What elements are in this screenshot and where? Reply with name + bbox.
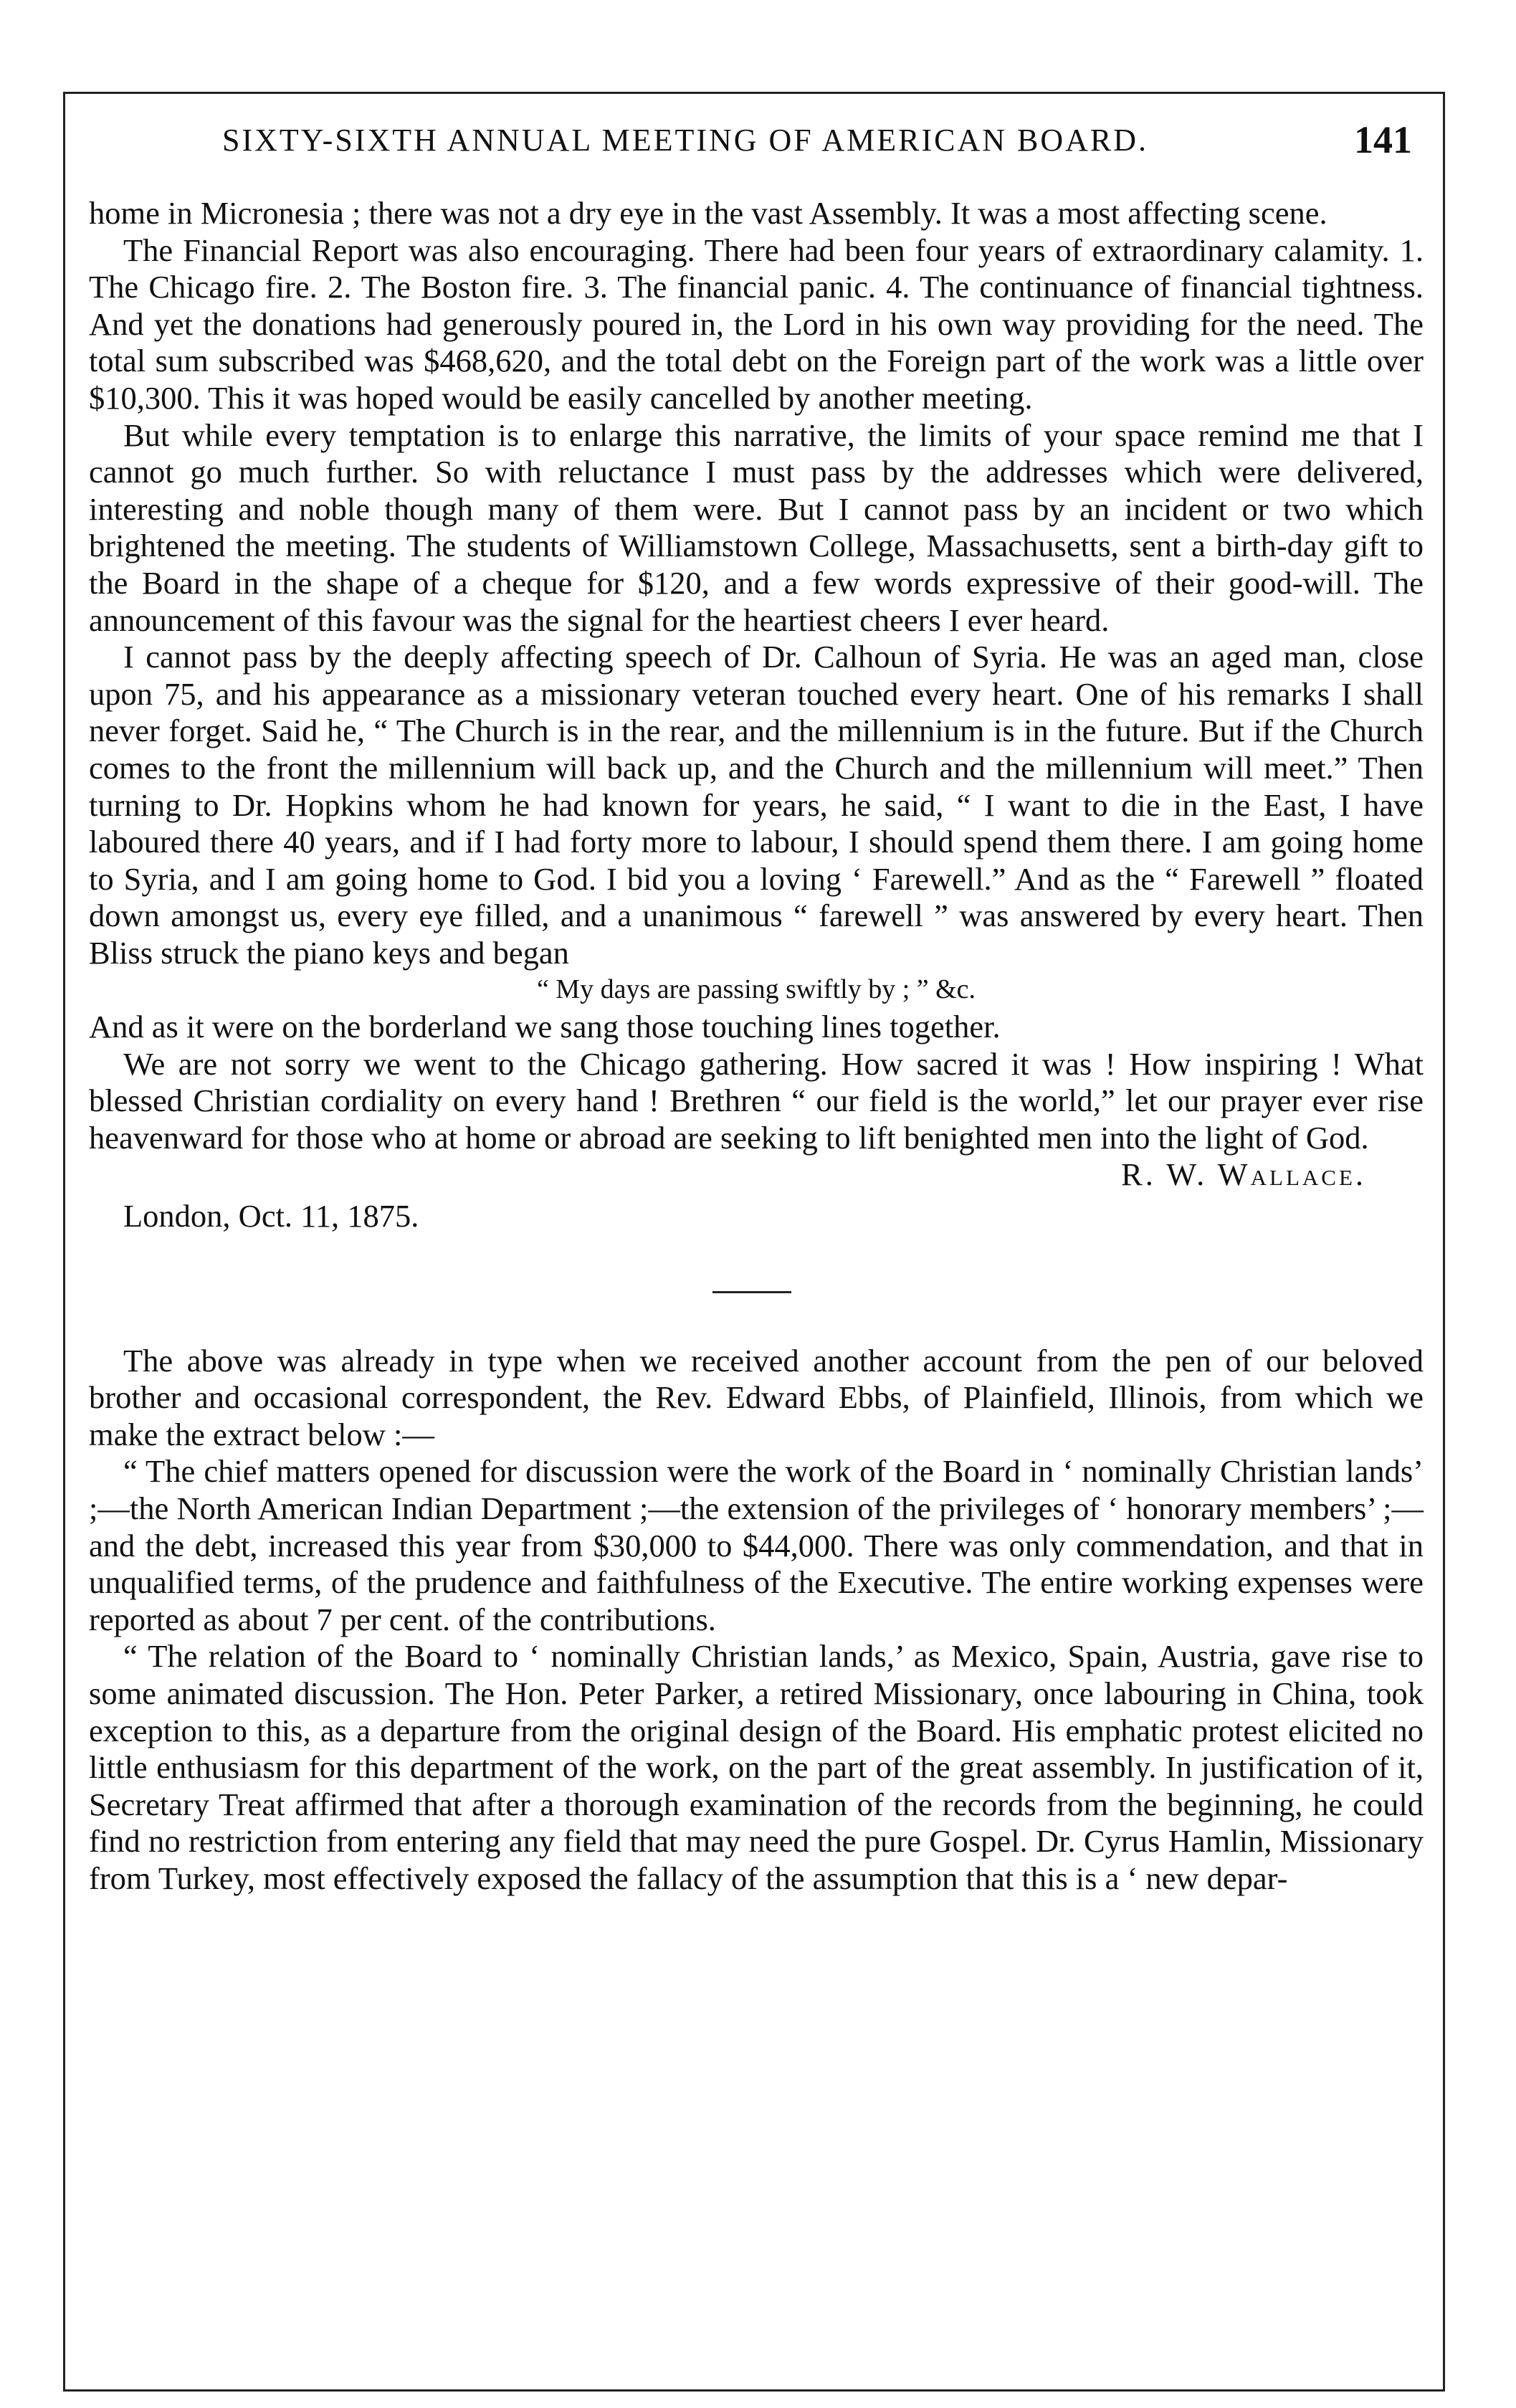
separator-rule: [712, 1291, 791, 1293]
author-signature: [89, 1156, 1424, 1194]
paragraph-micronesia: home in Micronesia ; there was not a dry eye in the vast Assembly. It was a most affecting scene.: [89, 195, 1327, 231]
dateline: London, Oct. 11, 1875.: [123, 1198, 419, 1234]
paragraph-borderland: And as it were on the borderland we sang those touching lines together.: [89, 1009, 1001, 1045]
running-title: SIXTY-SIXTH ANNUAL MEETING OF AMERICAN BOARD.: [222, 123, 1149, 158]
body-text: [89, 195, 1424, 1898]
paragraph-calhoun: I cannot pass by the deeply affecting speech of Dr. Calhoun of Syria. He was an aged man, close upon 75, and his appearance as a missionary veteran touched every heart. One of his remarks I shall never forget. Said he, “ The Church is in the rear, and the millennium is in the future. But if the Church comes to the front the millennium will back up, and the Church and the millennium will meet.” Then turning to Dr. Hopkins whom he had known for years, he said, “ I want to die in the East, I have laboured there 40 years, and if I had forty more to labour, I should spend them there. I am going home to Syria, and I am going home to God. I bid you a loving ‘ Farewell.” And as the “ Farewell ” floated down amongst us, every eye filled, and a unanimous “ farewell ” was answered by every heart. Then Bliss struck the piano keys and began: [89, 639, 1424, 971]
paragraph-chief-matters: “ The chief matters opened for discussion were the work of the Board in ‘ nominally Christian lands’ ;—the North American Indian Department ;—the extension of the privileges of ‘ honorary members’ ;—and the debt, increased this year from $30,000 to $44,000. There was only commendation, and that in unqualified terms, of the prudence and faithfulness of the Executive. The entire working expenses were reported as about 7 per cent. of the contributions.: [89, 1453, 1424, 1637]
paragraph-addendum-intro: The above was already in type when we received another account from the pen of our beloved brother and occasional correspondent, the Rev. Edward Ebbs, of Plainfield, Illinois, from which we make the extract below :—: [89, 1342, 1424, 1452]
hymn-quote: “ My days are passing swiftly by ; ” &c.: [536, 974, 976, 1005]
page-border-bottom: [63, 2389, 1445, 2392]
page-header: [86, 118, 1426, 172]
paragraph-financial-report: The Financial Report was also encouraging. There had been four years of extraordinary calamity. 1. The Chicago fire. 2. The Boston fire. 3. The financial panic. 4. The continuance of financial tightness. And yet the donations had generously poured in, the Lord in his own way providing for the need. The total sum subscribed was $468,620, and the total debt on the Foreign part of the work was a little over $10,300. This it was hoped would be easily cancelled by another meeting.: [89, 232, 1424, 416]
section-separator: [89, 1235, 1424, 1343]
paragraph-williamstown: But while every temptation is to enlarge this narrative, the limits of your space remind me that I cannot go much further. So with reluctance I must pass by the addresses which were delivered, interesting and noble though many of them were. But I cannot pass by an incident or two which brightened the meeting. The students of Williamstown College, Massachusetts, sent a birth-day gift to the Board in the shape of a cheque for $120, and a few words expressive of their good-will. The announcement of this favour was the signal for the heartiest cheers I ever heard.: [89, 417, 1424, 638]
paragraph-chicago-gathering: We are not sorry we went to the Chicago gathering. How sacred it was ! How inspiring ! What blessed Christian cordiality on every hand ! Brethren “ our field is the world,” let our prayer ever rise heavenward for those who at home or abroad are seeking to lift benighted men into the light of God.: [89, 1045, 1424, 1156]
paragraph-christian-lands: “ The relation of the Board to ‘ nominally Christian lands,’ as Mexico, Spain, Austria, gave rise to some animated discussion. The Hon. Peter Parker, a retired Missionary, once labouring in China, took exception to this, as a departure from the original design of the Board. His emphatic protest elicited no little enthusiasm for this department of the work, on the part of the great assembly. In justification of it, Secretary Treat affirmed that after a thorough examination of the records from the beginning, he could find no restriction from entering any field that may need the pure Gospel. Dr. Cyrus Hamlin, Missionary from Turkey, most effectively exposed the fallacy of the assumption that this is a ‘ new depar-: [89, 1638, 1424, 1896]
page-border-right: [1443, 92, 1445, 2392]
page-number: 141: [1354, 118, 1412, 161]
page-border-top: [63, 92, 1445, 94]
signature-text: R. W. Wallace.: [1121, 1156, 1366, 1193]
page-border-left: [63, 92, 65, 2392]
